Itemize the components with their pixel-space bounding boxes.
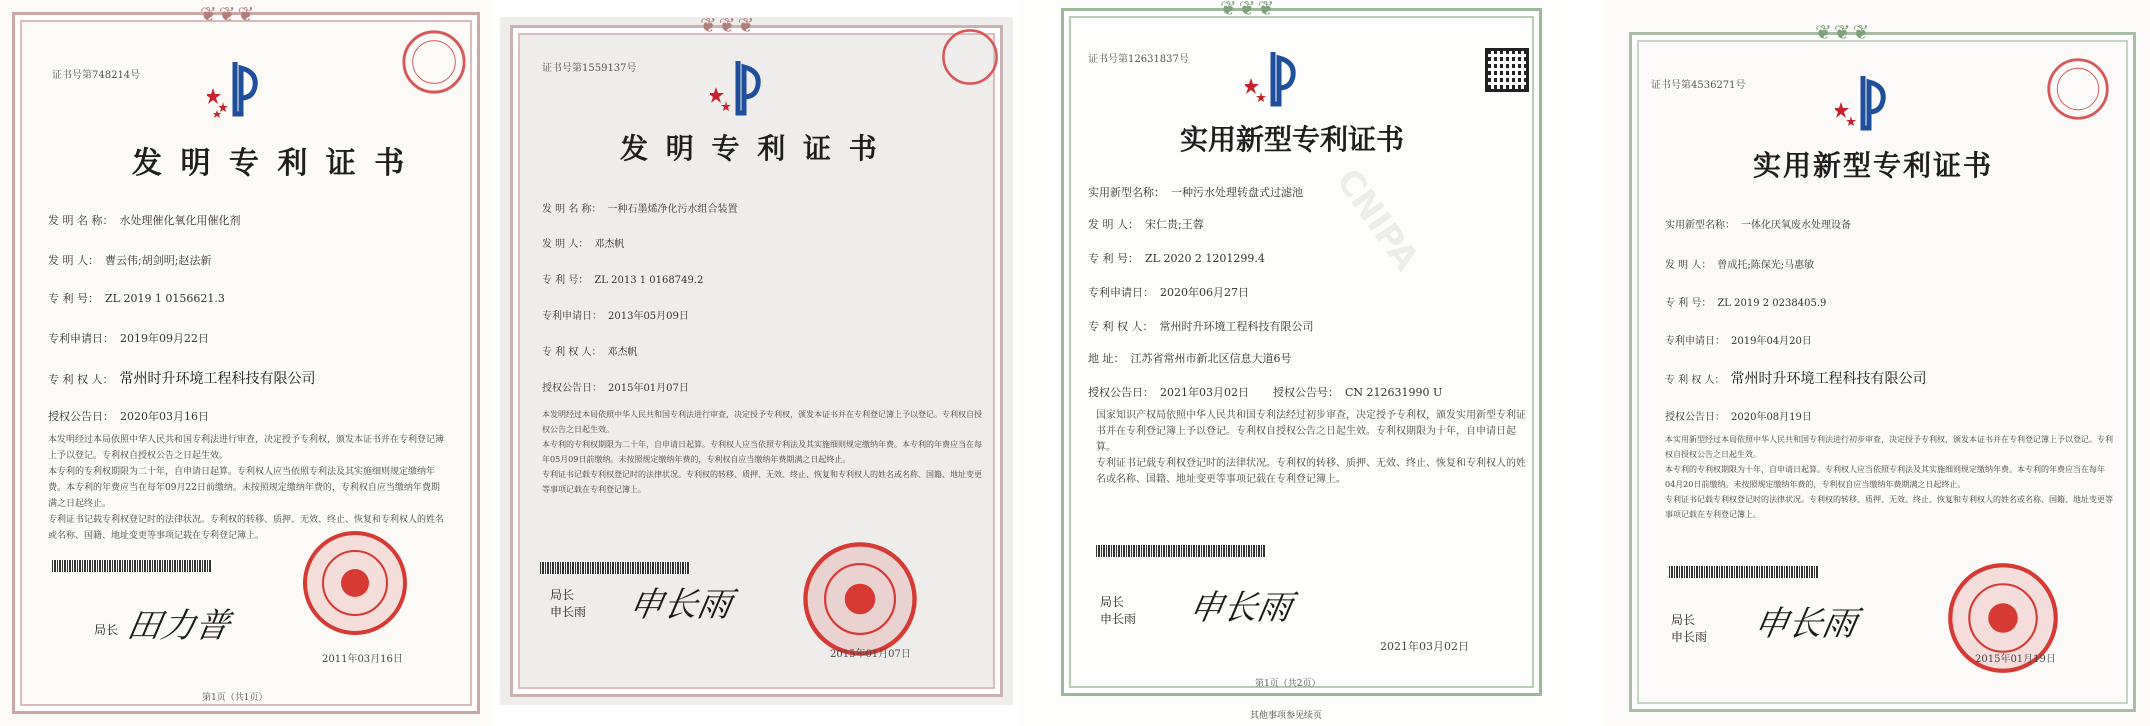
cnipa-logo — [1835, 72, 1895, 134]
patent-certificate-1 — [0, 0, 492, 726]
director-label: 局长 申长雨 — [1100, 595, 1137, 626]
field-row: 实用新型名称： 一种污水处理转盘式过滤池 — [1088, 186, 1303, 199]
certificate-number: 证书号第1559137号 — [542, 63, 637, 74]
field-row: 发 明 人： 曹云伟;胡剑明;赵法新 — [48, 254, 212, 267]
continuation-note: 其他事项参见续页 — [1250, 711, 1323, 721]
field-row: 发 明 人： 邓杰帆 — [542, 239, 625, 250]
top-ornament: ❦❦❦ — [1220, 0, 1277, 20]
field-row: 专 利 权 人： 常州时升环境工程科技有限公司 — [1665, 371, 1927, 387]
field-row: 专 利 号： ZL 2020 2 1201299.4 — [1088, 252, 1265, 265]
issue-date: 2015年01月07日 — [830, 649, 911, 660]
barcode — [1669, 566, 1819, 578]
field-row: 专利申请日： 2013年05月09日 — [542, 311, 689, 322]
page-indicator: 第1页（共2页） — [1255, 679, 1321, 689]
issue-date: 2011年03月16日 — [322, 654, 403, 665]
cnipa-logo — [710, 57, 770, 119]
terms-text: 国家知识产权局依照中华人民共和国专利法经过初步审查，决定授予专利权，颁发实用新型专利证书并在专利登记簿上予以登记。专利权自授权公告之日起生效。专利权期限为十年，自申请日起算。 专利证书记载专利权登记时的法律状况。专利权的转移、质押、无效、终止、恢复和专利权人的姓名或名称、国籍、地址变更等事项记载在专利登记簿上。 — [1096, 410, 1526, 485]
terms-text: 本发明经过本局依照中华人民共和国专利法进行审查，决定授予专利权，颁发本证书并在专利登记簿上予以登记。专利权自授权公告之日起生效。 本专利的专利权期限为二十年，自申请日起算。专利权人应当依照专利法及其实施细则规定缴纳年费。本专利的年费应当在每年09月22日前缴纳。未按照规定缴纳年费的，专利权自应当缴纳年费期满之日起终止。 专利证书记载专利权登记时的法律状况。专利权的转移、质押、无效、终止、恢复和专利权人的姓名或名称、国籍、地址变更等事项记载在专利登记簿上。 — [48, 435, 445, 541]
certificate-title: 发 明 专 利 证 书 — [620, 132, 881, 165]
field-row: 专 利 号： ZL 2019 1 0156621.3 — [48, 292, 225, 305]
top-ornament: ❦❦❦ — [700, 17, 757, 37]
field-row: 发 明 名 称： 一种石墨烯净化污水组合装置 — [542, 204, 738, 215]
barcode — [52, 560, 212, 572]
top-ornament: ❦❦❦ — [1815, 20, 1872, 44]
field-row: 专 利 权 人： 邓杰帆 — [542, 347, 638, 358]
field-row: 专 利 权 人： 常州时升环境工程科技有限公司 — [48, 371, 316, 387]
field-row: 授权公告日： 2020年08月19日 — [1665, 412, 1812, 423]
terms-text: 本发明经过本局依照中华人民共和国专利法进行审查，决定授予专利权，颁发本证书并在专利登记簿上予以登记。专利权自授权公告之日起生效。 本专利的专利权期限为二十年，自申请日起算。专利权人应当依照专利法及其实施细则规定缴纳年费。本专利的年费应当在每年05月09日前缴纳。未按照规定缴纳年费的，专利权自应当缴纳年费期满之日起终止。 专利证书记载专利权登记时的法律状况。专利权的转移、质押、无效、终止、恢复和专利权人的姓名或名称、国籍、地址变更等事项记载在专利登记簿上。 — [542, 410, 982, 494]
terms-text: 本实用新型经过本局依照中华人民共和国专利法进行初步审查，决定授予专利权，颁发本证书并在专利登记簿上予以登记。专利权自授权公告之日起生效。 本专利的专利权期限为十年，自申请日起算。专利权人应当依照专利法及其实施细则规定缴纳年费。本专利的年费应当在每年04月20日前缴纳。未按照规定缴纳年费的，专利权自应当缴纳年费期满之日起终止。 专利证书记载专利权登记时的法律状况。专利权的转移、质押、无效、终止、恢复和专利权人的姓名或名称、国籍、地址变更等事项记载在专利登记簿上。 — [1665, 435, 2113, 519]
field-row: 发 明 名 称： 水处理催化氧化用催化剂 — [48, 214, 241, 227]
field-row: 发 明 人： 曾成托;陈保光;马惠敏 — [1665, 260, 1815, 271]
barcode — [540, 562, 690, 574]
certificate-title: 发 明 专 利 证 书 — [132, 146, 409, 181]
field-row: 专 利 号： ZL 2013 1 0168749.2 — [542, 275, 704, 286]
field-row: 专 利 号： ZL 2019 2 0238405.9 — [1665, 298, 1827, 309]
certificate-title: 实用新型专利证书 — [1180, 123, 1405, 156]
field-row: 授权公告日： 2015年01月07日 — [542, 383, 689, 394]
certificate-number: 证书号第748214号 — [52, 70, 141, 81]
national-seal-icon — [300, 528, 410, 638]
red-seal-icon — [940, 27, 1000, 87]
patent-certificate-4 — [1605, 0, 2150, 726]
cnipa-logo — [1245, 48, 1305, 110]
field-row: 实用新型名称： 一体化厌氧废水处理设备 — [1665, 220, 1851, 231]
patent-certificate-3 — [1020, 0, 1560, 726]
field-row: 授权公告日： 2021年03月02日 授权公告号： CN 212631990 U — [1088, 386, 1443, 399]
cnipa-logo — [207, 58, 267, 120]
director-signature: 申长雨 — [1750, 604, 1860, 644]
director-label: 局长 申长雨 — [1671, 613, 1708, 644]
director-label: 局长 申长雨 — [550, 588, 587, 619]
field-row: 专 利 权 人： 常州时升环境工程科技有限公司 — [1088, 320, 1314, 333]
cnipa-watermark: CNIPA — [1327, 161, 1427, 279]
director-label: 局长 — [94, 623, 119, 637]
field-row: 地 址： 江苏省常州市新北区信息大道6号 — [1088, 352, 1292, 365]
issue-date: 2015年01月19日 — [1975, 654, 2056, 665]
qr-code — [1485, 48, 1529, 92]
certificate-number: 证书号第4536271号 — [1651, 80, 1746, 91]
issue-date: 2021年03月02日 — [1380, 640, 1469, 653]
page-indicator: 第1页（共1页） — [202, 693, 268, 703]
field-row: 发 明 人： 宋仁贵;王蓉 — [1088, 218, 1204, 231]
field-row: 专利申请日： 2019年09月22日 — [48, 332, 209, 345]
patent-certificate-2 — [500, 17, 1013, 705]
certificate-title: 实用新型专利证书 — [1753, 149, 1994, 182]
certificate-number: 证书号第12631837号 — [1088, 54, 1189, 65]
director-signature: 田力普 — [123, 606, 233, 646]
director-signature: 申长雨 — [625, 585, 735, 625]
barcode — [1096, 545, 1266, 557]
field-row: 授权公告日： 2020年03月16日 — [48, 410, 209, 423]
red-seal-icon — [400, 28, 468, 96]
red-seal-icon — [2045, 56, 2111, 122]
field-row: 专利申请日： 2019年04月20日 — [1665, 336, 1812, 347]
national-seal-icon — [800, 539, 920, 659]
field-row: 专利申请日： 2020年06月27日 — [1088, 286, 1249, 299]
director-signature: 申长雨 — [1185, 588, 1295, 628]
top-ornament: ❦❦❦ — [200, 2, 257, 26]
